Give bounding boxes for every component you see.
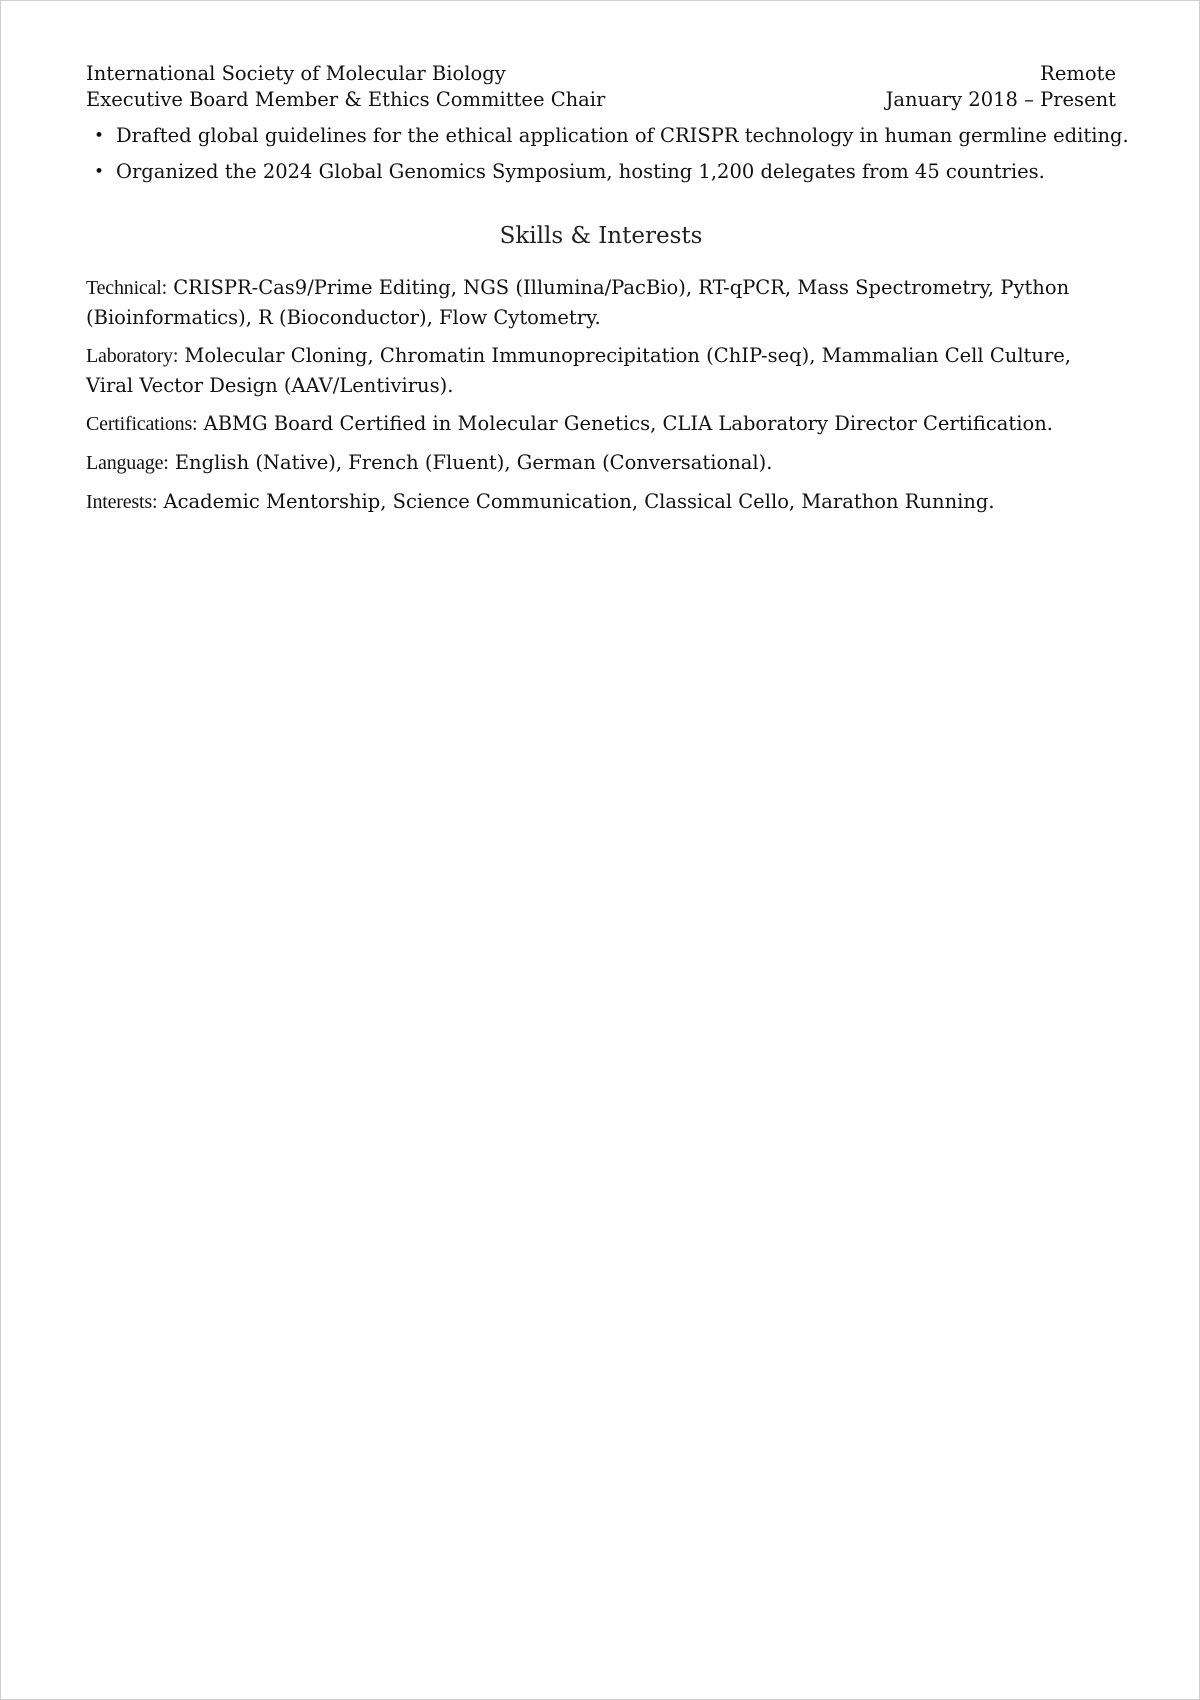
location: Remote bbox=[1040, 62, 1116, 85]
skill-row-interests bbox=[86, 487, 1116, 517]
skill-label: Interests: bbox=[86, 491, 158, 513]
skill-row-language bbox=[86, 448, 1116, 478]
bullet-icon: • bbox=[94, 126, 105, 146]
date-range: January 2018 – Present bbox=[885, 88, 1116, 111]
skill-label: Certifications: bbox=[86, 413, 198, 435]
bullet-text: Organized the 2024 Global Genomics Symposium, hosting 1,200 delegates from 45 countries. bbox=[116, 160, 1045, 183]
skill-value: English (Native), French (Fluent), German (Conversational). bbox=[174, 451, 773, 474]
skill-label: Laboratory: bbox=[86, 345, 179, 367]
experience-bullets bbox=[86, 123, 1129, 185]
experience-left bbox=[86, 61, 605, 113]
skill-value: Academic Mentorship, Science Communication, Classical Cello, Marathon Running. bbox=[163, 490, 995, 513]
skill-label: Language: bbox=[86, 452, 169, 474]
bullet-item bbox=[86, 123, 1129, 149]
bullet-icon: • bbox=[94, 162, 105, 182]
skill-value: Molecular Cloning, Chromatin Immunoprecipitation (ChIP-seq), Mammalian Cell Culture, Viral Vector Design (AAV/Lentivirus). bbox=[86, 344, 1072, 397]
skill-value: CRISPR-Cas9/Prime Editing, NGS (Illumina/PacBio), RT-qPCR, Mass Spectrometry, Python (Bioinformatics), R (Bioconductor), Flow Cytometry. bbox=[86, 276, 1070, 329]
section-title-skills: Skills & Interests bbox=[499, 223, 703, 249]
skill-row-laboratory bbox=[86, 341, 1116, 400]
role-title: Executive Board Member & Ethics Committee Chair bbox=[86, 88, 606, 111]
experience-header bbox=[86, 61, 1116, 113]
page-content bbox=[86, 61, 1129, 526]
bullet-item bbox=[86, 159, 1116, 185]
skill-row-technical bbox=[86, 273, 1116, 332]
skill-label: Technical: bbox=[86, 277, 167, 299]
skill-value: ABMG Board Certified in Molecular Genetics, CLIA Laboratory Director Certification. bbox=[203, 412, 1053, 435]
bullet-text: Drafted global guidelines for the ethical application of CRISPR technology in human germline editing. bbox=[116, 124, 1129, 147]
skill-row-certifications bbox=[86, 409, 1116, 439]
experience-right bbox=[886, 61, 1116, 113]
organization-name: International Society of Molecular Biology bbox=[86, 62, 506, 85]
